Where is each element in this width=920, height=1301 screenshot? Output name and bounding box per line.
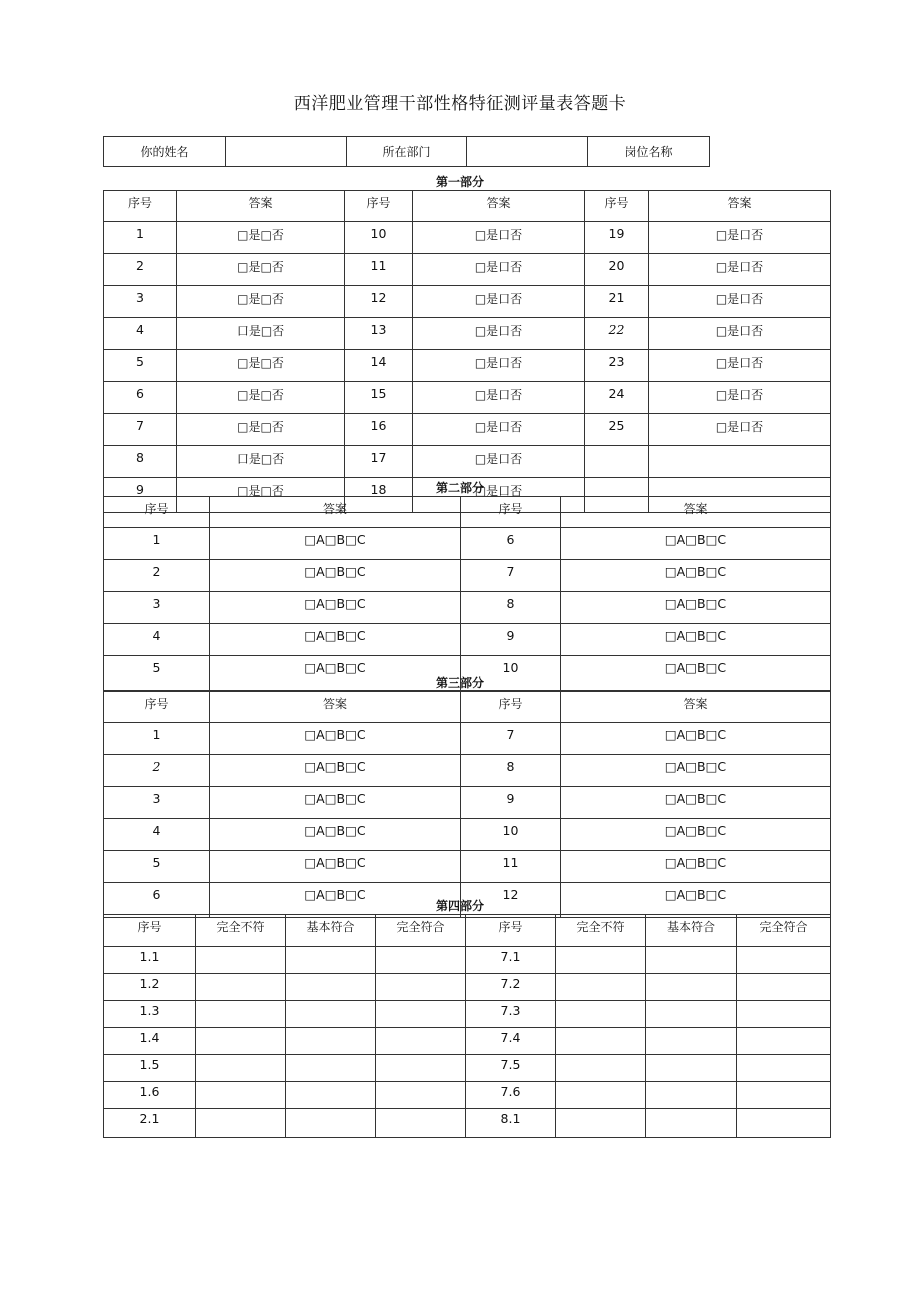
item-number: 15 — [345, 382, 413, 414]
answer-cell[interactable] — [376, 1082, 466, 1109]
answer-choice[interactable]: □是口否 — [413, 222, 585, 254]
item-number: 1.3 — [104, 1001, 196, 1028]
item-number: 1.1 — [104, 947, 196, 974]
answer-cell[interactable] — [196, 974, 286, 1001]
part4-header-cell: 序号 — [104, 915, 196, 947]
item-number: 17 — [345, 446, 413, 478]
answer-choice[interactable]: □是口否 — [649, 286, 831, 318]
part3-table — [103, 691, 831, 918]
item-number: 7 — [461, 560, 561, 592]
answer-choice[interactable]: □A□B□C — [561, 723, 831, 755]
item-number: 8 — [461, 755, 561, 787]
item-number: 13 — [345, 318, 413, 350]
answer-choice[interactable]: □是口否 — [649, 318, 831, 350]
answer-choice[interactable]: □A□B□C — [561, 883, 831, 918]
answer-choice[interactable]: □A□B□C — [210, 819, 461, 851]
answer-choice[interactable]: □是口否 — [413, 478, 585, 513]
item-number: 20 — [585, 254, 649, 286]
answer-cell[interactable] — [556, 974, 646, 1001]
item-number: 1.6 — [104, 1082, 196, 1109]
item-number: 18 — [345, 478, 413, 513]
answer-cell[interactable] — [556, 947, 646, 974]
table-row — [104, 787, 831, 819]
part2-header-cell: 序号 — [104, 497, 210, 528]
part2-header-cell: 序号 — [461, 497, 561, 528]
item-number: 1.5 — [104, 1055, 196, 1082]
part4-header-cell: 完全符合 — [376, 915, 466, 947]
table-row — [104, 446, 831, 478]
part1-header-cell: 序号 — [345, 191, 413, 222]
answer-choice[interactable]: □A□B□C — [561, 819, 831, 851]
answer-choice[interactable]: □A□B□C — [210, 560, 461, 592]
item-number: 1.2 — [104, 974, 196, 1001]
item-number: 2 — [104, 560, 210, 592]
part2-header-cell: 答案 — [210, 497, 461, 528]
answer-choice[interactable]: □是□否 — [177, 350, 345, 382]
part1-header-cell: 答案 — [649, 191, 831, 222]
item-number: 23 — [585, 350, 649, 382]
answer-choice[interactable]: □A□B□C — [210, 787, 461, 819]
answer-cell[interactable] — [646, 1109, 737, 1138]
answer-choice[interactable]: □是口否 — [413, 286, 585, 318]
answer-choice[interactable]: □是口否 — [649, 350, 831, 382]
answer-choice[interactable]: □A□B□C — [561, 528, 831, 560]
answer-choice[interactable]: □是□否 — [177, 286, 345, 318]
part1-title: 第一部分 — [435, 175, 484, 189]
personal-info-table — [103, 136, 710, 167]
item-number: 10 — [461, 819, 561, 851]
answer-choice[interactable]: □是□否 — [177, 254, 345, 286]
page-title: 西洋肥业管理干部性格特征测评量表答题卡 — [293, 94, 627, 114]
table-row — [104, 1055, 831, 1082]
item-number: 3 — [104, 592, 210, 624]
item-number: 8 — [461, 592, 561, 624]
part1-table — [103, 190, 831, 513]
item-number: 16 — [345, 414, 413, 446]
part2-table — [103, 496, 831, 691]
item-number: 7.2 — [466, 974, 556, 1001]
department-label: 所在部门 — [347, 137, 467, 167]
table-row — [104, 382, 831, 414]
table-row — [104, 414, 831, 446]
part1-header-row — [104, 191, 831, 222]
answer-cell[interactable] — [737, 1109, 831, 1138]
answer-cell[interactable] — [737, 1055, 831, 1082]
table-row — [104, 528, 831, 560]
item-number: 7.5 — [466, 1055, 556, 1082]
answer-cell[interactable] — [737, 1082, 831, 1109]
item-number: 24 — [585, 382, 649, 414]
part3-header-cell: 序号 — [104, 692, 210, 723]
item-number: 2 — [104, 254, 177, 286]
item-number: 6 — [104, 382, 177, 414]
answer-choice[interactable]: □A□B□C — [561, 656, 831, 691]
item-number: 7.4 — [466, 1028, 556, 1055]
item-number: 11 — [345, 254, 413, 286]
item-number: 7 — [104, 414, 177, 446]
part3-title: 第三部分 — [435, 676, 484, 690]
table-row — [104, 755, 831, 787]
answer-choice[interactable]: □是口否 — [649, 222, 831, 254]
answer-choice[interactable]: □是口否 — [413, 318, 585, 350]
part4-body — [104, 947, 831, 1138]
table-row — [104, 723, 831, 755]
table-row — [104, 1028, 831, 1055]
answer-cell[interactable] — [646, 1055, 737, 1082]
answer-choice[interactable]: □是口否 — [413, 350, 585, 382]
item-number: 14 — [345, 350, 413, 382]
part4-header-cell: 基本符合 — [646, 915, 737, 947]
table-row — [104, 819, 831, 851]
item-number: 4 — [104, 624, 210, 656]
answer-cell[interactable] — [646, 1001, 737, 1028]
answer-choice[interactable]: □是口否 — [413, 446, 585, 478]
part4-header-cell: 基本符合 — [286, 915, 376, 947]
item-number: 5 — [104, 656, 210, 691]
item-number: 6 — [104, 883, 210, 918]
part1-header-cell: 答案 — [413, 191, 585, 222]
item-number: 7.3 — [466, 1001, 556, 1028]
name-label: 你的姓名 — [104, 137, 226, 167]
answer-choice[interactable]: □A□B□C — [210, 592, 461, 624]
answer-cell[interactable] — [196, 947, 286, 974]
answer-cell[interactable] — [376, 1055, 466, 1082]
part1-header-cell: 序号 — [585, 191, 649, 222]
item-number: 22 — [585, 318, 649, 350]
answer-cell[interactable] — [196, 1055, 286, 1082]
answer-cell[interactable] — [737, 1028, 831, 1055]
answer-cell[interactable] — [376, 1109, 466, 1138]
answer-cell[interactable] — [737, 947, 831, 974]
part4-header-cell: 完全不符 — [196, 915, 286, 947]
item-number: 9 — [104, 478, 177, 513]
part2-body — [104, 528, 831, 691]
answer-cell[interactable] — [646, 974, 737, 1001]
department-field[interactable] — [467, 137, 588, 167]
part4-header-cell: 完全符合 — [737, 915, 831, 947]
table-row — [104, 592, 831, 624]
answer-choice[interactable]: □A□B□C — [210, 656, 461, 691]
item-number: 9 — [461, 624, 561, 656]
part4-table — [103, 914, 831, 1138]
info-row — [104, 137, 710, 167]
part4-header-cell: 序号 — [466, 915, 556, 947]
answer-choice[interactable]: □是□否 — [177, 478, 345, 513]
table-row — [104, 1001, 831, 1028]
table-row — [104, 286, 831, 318]
item-number: 8.1 — [466, 1109, 556, 1138]
answer-choice[interactable]: □A□B□C — [561, 624, 831, 656]
item-number: 2.1 — [104, 1109, 196, 1138]
item-number: 12 — [345, 286, 413, 318]
answer-cell[interactable] — [556, 1028, 646, 1055]
item-number: 1.4 — [104, 1028, 196, 1055]
answer-cell[interactable] — [196, 1001, 286, 1028]
answer-cell[interactable] — [196, 1082, 286, 1109]
part4-title: 第四部分 — [435, 899, 484, 913]
item-number — [585, 446, 649, 478]
table-row — [104, 254, 831, 286]
answer-cell[interactable] — [556, 1109, 646, 1138]
item-number: 4 — [104, 318, 177, 350]
name-field[interactable] — [226, 137, 347, 167]
item-number: 9 — [461, 787, 561, 819]
item-number: 7.1 — [466, 947, 556, 974]
answer-cell[interactable] — [646, 1082, 737, 1109]
part4-header-cell: 完全不符 — [556, 915, 646, 947]
answer-cell[interactable] — [737, 974, 831, 1001]
answer-choice[interactable]: □A□B□C — [561, 560, 831, 592]
part3-body — [104, 723, 831, 918]
answer-choice[interactable]: □是口否 — [413, 382, 585, 414]
answer-choice[interactable]: □是□否 — [177, 382, 345, 414]
table-row — [104, 1109, 831, 1138]
table-row — [104, 1082, 831, 1109]
answer-choice[interactable]: □是口否 — [649, 254, 831, 286]
answer-choice[interactable]: □是口否 — [649, 414, 831, 446]
answer-cell[interactable] — [286, 1028, 376, 1055]
item-number: 7 — [461, 723, 561, 755]
item-number: 10 — [461, 656, 561, 691]
answer-choice[interactable]: □A□B□C — [561, 755, 831, 787]
item-number: 7.6 — [466, 1082, 556, 1109]
part2-title: 第二部分 — [435, 481, 484, 495]
answer-choice[interactable]: □A□B□C — [561, 787, 831, 819]
item-number: 3 — [104, 286, 177, 318]
item-number: 1 — [104, 222, 177, 254]
answer-cell[interactable] — [556, 1001, 646, 1028]
item-number: 4 — [104, 819, 210, 851]
answer-cell[interactable] — [286, 947, 376, 974]
part3-header-cell: 答案 — [561, 692, 831, 723]
answer-choice[interactable]: □A□B□C — [210, 723, 461, 755]
answer-cell[interactable] — [286, 1055, 376, 1082]
item-number: 12 — [461, 883, 561, 918]
answer-choice[interactable]: □是□否 — [177, 414, 345, 446]
table-row — [104, 350, 831, 382]
part2-header-cell: 答案 — [561, 497, 831, 528]
position-label: 岗位名称 — [588, 137, 710, 167]
answer-choice[interactable]: □是口否 — [649, 382, 831, 414]
item-number: 1 — [104, 528, 210, 560]
answer-cell[interactable] — [556, 1055, 646, 1082]
answer-choice[interactable]: 口是□否 — [177, 318, 345, 350]
answer-cell[interactable] — [286, 1082, 376, 1109]
answer-cell[interactable] — [646, 947, 737, 974]
answer-cell[interactable] — [286, 974, 376, 1001]
answer-choice[interactable]: □A□B□C — [210, 528, 461, 560]
answer-choice[interactable]: □A□B□C — [561, 851, 831, 883]
answer-choice[interactable]: □A□B□C — [210, 624, 461, 656]
answer-cell[interactable] — [286, 1001, 376, 1028]
item-number: 11 — [461, 851, 561, 883]
item-number: 21 — [585, 286, 649, 318]
answer-choice[interactable]: □A□B□C — [210, 851, 461, 883]
part3-header-row — [104, 692, 831, 723]
item-number: 25 — [585, 414, 649, 446]
item-number: 8 — [104, 446, 177, 478]
answer-choice[interactable]: □A□B□C — [561, 592, 831, 624]
answer-cell[interactable] — [376, 947, 466, 974]
part2-header-row — [104, 497, 831, 528]
table-row — [104, 222, 831, 254]
item-number: 6 — [461, 528, 561, 560]
answer-choice[interactable]: 口是□否 — [177, 446, 345, 478]
answer-choice — [649, 446, 831, 478]
answer-cell[interactable] — [196, 1028, 286, 1055]
part1-header-cell: 序号 — [104, 191, 177, 222]
table-row — [104, 560, 831, 592]
answer-cell[interactable] — [556, 1082, 646, 1109]
answer-choice[interactable]: □是口否 — [413, 414, 585, 446]
item-number: 19 — [585, 222, 649, 254]
answer-cell[interactable] — [286, 1109, 376, 1138]
table-row — [104, 851, 831, 883]
answer-choice[interactable]: □是口否 — [413, 254, 585, 286]
part3-header-cell: 答案 — [210, 692, 461, 723]
answer-cell[interactable] — [646, 1028, 737, 1055]
item-number: 5 — [104, 851, 210, 883]
answer-choice[interactable]: □是□否 — [177, 222, 345, 254]
answer-cell[interactable] — [376, 1028, 466, 1055]
part4-header-row — [104, 915, 831, 947]
answer-choice[interactable]: □A□B□C — [210, 883, 461, 918]
table-row — [104, 947, 831, 974]
item-number: 1 — [104, 723, 210, 755]
item-number: 5 — [104, 350, 177, 382]
item-number: 10 — [345, 222, 413, 254]
part1-header-cell: 答案 — [177, 191, 345, 222]
item-number: 3 — [104, 787, 210, 819]
answer-cell[interactable] — [196, 1109, 286, 1138]
table-row — [104, 974, 831, 1001]
table-row — [104, 624, 831, 656]
part1-body — [104, 222, 831, 513]
answer-cell[interactable] — [737, 1001, 831, 1028]
part3-header-cell: 序号 — [461, 692, 561, 723]
answer-cell[interactable] — [376, 1001, 466, 1028]
item-number: 2 — [104, 755, 210, 787]
table-row — [104, 318, 831, 350]
answer-cell[interactable] — [376, 974, 466, 1001]
answer-choice[interactable]: □A□B□C — [210, 755, 461, 787]
